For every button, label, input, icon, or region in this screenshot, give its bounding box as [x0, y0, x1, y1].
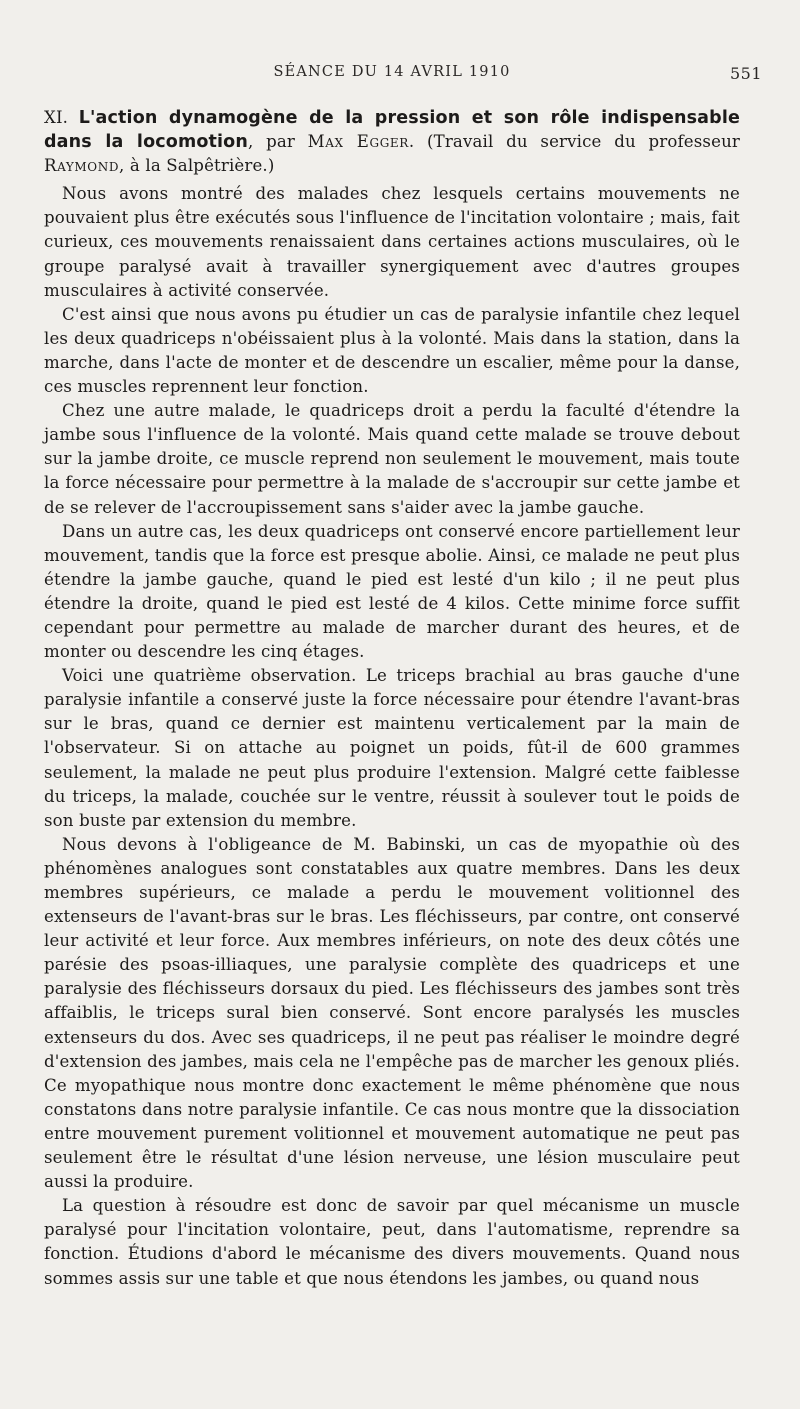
- running-head: [44, 64, 762, 94]
- article-body: [44, 106, 740, 1291]
- paragraph-7: La question à résoudre est donc de savoir par quel mécanisme un muscle paralysé pour l'incitation volontaire, peut, dans l'automatisme, reprendre sa fonction. Étudions d'abord le mécanisme des divers mouvements. Quand nous sommes assis sur une table et que nous étendons les jambes, ou quand nous: [44, 1196, 740, 1288]
- section-heading: [44, 106, 740, 178]
- page-number: 551: [729, 64, 762, 83]
- running-head-title: SÉANCE DU 14 AVRIL 1910: [273, 64, 511, 80]
- paragraph-2: C'est ainsi que nous avons pu étudier un cas de paralysie infantile chez lequel les deux quadriceps n'obéissaient plus à la volonté. Mais dans la station, dans la marche, dans l'acte de monter et de descendre un escalier, même pour la danse, ces muscles reprennent leur fonction.: [44, 304, 740, 397]
- author-by: , par: [247, 132, 308, 152]
- paragraph-6: Nous devons à l'obligeance de M. Babinski, un cas de myopathie où des phénomènes analogues sont constatables aux quatre membres. Dans les deux membres supérieurs, ce malade a perdu le mouvement volitionnel des extenseurs de l'avant-bras sur le bras. Les fléchisseurs, par contre, ont conservé leur activité et leur force. Aux membres inférieurs, on note des deux côtés une parésie des psoas-illiaques, une paralysie complète des quadriceps et une paralysie des fléchisseurs dorsaux du pied. Les fléchisseurs des jambes sont très affaiblis, le triceps sural bien conservé. Sont encore paralysés les muscles extenseurs du dos. Avec ses quadriceps, il ne peut pas réaliser le moindre degré d'extension des jambes, mais cela ne l'empêche pas de marcher les genoux pliés. Ce myopathique nous montre donc exactement le même phénomène que nous constatons dans notre paralysie infantile. Ce cas nous montre que la dissociation entre mouvement purement volitionnel et mouvement automatique ne peut pas seulement être le résultat d'une lésion nerveuse, une lésion musculaire peut aussi la produire.: [44, 834, 740, 1192]
- author-name: Max Egger: [307, 132, 409, 152]
- service-note-end: , à la Salpêtrière.): [119, 156, 275, 176]
- section-number: XI.: [44, 108, 69, 127]
- paragraph-3: Chez une autre malade, le quadriceps droit a perdu la faculté d'étendre la jambe sous l'influence de la volonté. Mais quand cette malade se trouve debout sur la jambe droite, ce muscle reprend non seulement le mouvement, mais toute la force nécessaire pour permettre à la malade de s'accroupir sur cette jambe et de se relever de l'accroupissement sans s'aider avec la jambe gauche.: [44, 401, 740, 517]
- section-title: L'action dynamogène de la pression et son rôle indispensable dans la locomotion: [44, 108, 740, 153]
- professor-name: Raymond: [44, 156, 120, 176]
- service-note-start: . (Travail du service du professeur: [408, 132, 740, 152]
- paragraph-4: Dans un autre cas, les deux quadriceps ont conservé encore partiellement leur mouvement, tandis que la force est presque abolie. Ainsi, ce malade ne peut plus étendre la jambe gauche, quand le pied est lesté d'un kilo ; il ne peut plus étendre la droite, quand le pied est lesté de 4 kilos. Cette minime force suffit cependant pour permettre au malade de marcher durant des heures, et de monter ou descendre les cinq étages.: [44, 521, 740, 662]
- paragraph-5: Voici une quatrième observation. Le triceps brachial au bras gauche d'une paralysie infantile a conservé juste la force nécessaire pour étendre l'avant-bras sur le bras, quand ce dernier est maintenu verticalement par la main de l'observateur. Si on attache au poignet un poids, fût-il de 600 grammes seulement, la malade ne peut plus produire l'extension. Malgré cette faiblesse du triceps, la malade, couchée sur le ventre, réussit à soulever tout le poids de son buste par extension du membre.: [44, 666, 740, 830]
- paragraph-1: Nous avons montré des malades chez lesquels certains mouvements ne pouvaient plus être exécutés sous l'influence de l'incitation volontaire ; mais, fait curieux, ces mouvements renaissaient dans certaines actions musculaires, où le groupe paralysé avait à travailler synergiquement avec d'autres groupes musculaires à activité conservée.: [44, 184, 740, 300]
